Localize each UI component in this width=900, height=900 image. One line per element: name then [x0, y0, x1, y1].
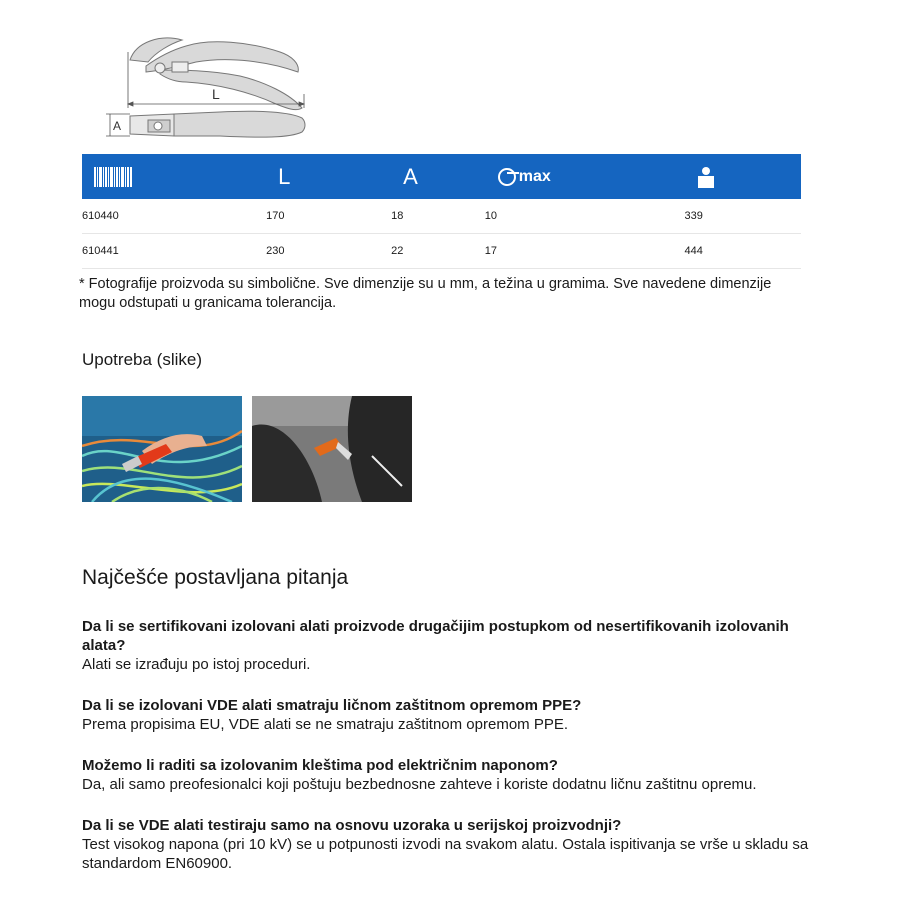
header-length: [266, 154, 391, 199]
usage-photo-gloves: [252, 396, 412, 502]
usage-photo-cables: [82, 396, 242, 502]
cell-width: 18: [391, 199, 485, 234]
cell-length: 170: [266, 199, 391, 234]
faq-question: Da li se sertifikovani izolovani alati proizvode drugačijim postupkom od nesertifikovanih izolovanih alata?: [82, 618, 789, 654]
cell-max-diameter: 17: [485, 234, 685, 269]
table-row: [82, 199, 801, 234]
disclaimer-note: * Fotografije proizvoda su simbolične. Sve dimenzije su u mm, a težina u gramima. Sve navedene dimenzije mogu odstupati u granicama tolerancija.: [79, 276, 772, 311]
cell-article: 610440: [82, 199, 266, 234]
faq-question: Možemo li raditi sa izolovanim kleštima pod električnim naponom?: [82, 757, 558, 774]
faq-item: [82, 816, 812, 873]
diameter-icon: [497, 167, 519, 187]
table-header-row: [82, 154, 801, 199]
faq-answer: Prema propisima EU, VDE alati se ne smatraju zaštitnom opremom PPE.: [82, 716, 569, 733]
cell-weight: 339: [685, 199, 801, 234]
spec-table: [82, 154, 801, 269]
cell-length: 230: [266, 234, 391, 269]
faq-question: Da li se VDE alati testiraju samo na osnovu uzoraka u serijskoj proizvodnji?: [82, 817, 622, 834]
dimension-l-label: L: [212, 86, 220, 102]
header-weight: [685, 154, 801, 199]
faq-title: Najčešće postavljana pitanja: [82, 566, 349, 589]
faq-answer: Alati se izrađuju po istoj proceduri.: [82, 656, 311, 673]
header-article-number: [82, 154, 266, 199]
faq-item: [82, 696, 812, 734]
header-width: [391, 154, 485, 199]
faq-answer: Test visokog napona (pri 10 kV) se u potpunosti izvodi na svakom alatu. Ostala ispitivanja se vrše u skladu sa standardom EN60900.: [82, 836, 809, 872]
header-width-label: A: [403, 163, 419, 189]
product-diagram: [100, 12, 320, 144]
cell-max-diameter: 10: [485, 199, 685, 234]
header-max-diameter: [485, 154, 685, 199]
cell-weight: 444: [685, 234, 801, 269]
faq-answer: Da, ali samo preofesionalci koji poštuju bezbednosne zahteve i koriste dodatnu ličnu zaštitnu opremu.: [82, 776, 757, 793]
faq-question: Da li se izolovani VDE alati smatraju ličnom zaštitnom opremom PPE?: [82, 697, 582, 714]
cell-width: 22: [391, 234, 485, 269]
barcode-icon: [94, 167, 132, 187]
dimension-a-label: A: [113, 119, 122, 133]
faq-item: [82, 756, 812, 794]
faq-item: [82, 617, 812, 674]
usage-title: Upotreba (slike): [82, 350, 202, 369]
tool-top-view: [130, 111, 305, 137]
weight-icon: [697, 166, 715, 188]
table-row: [82, 234, 801, 269]
cell-article: 610441: [82, 234, 266, 269]
faq-list: [82, 617, 812, 895]
header-max-label: max: [518, 167, 551, 185]
header-length-label: L: [278, 163, 291, 189]
